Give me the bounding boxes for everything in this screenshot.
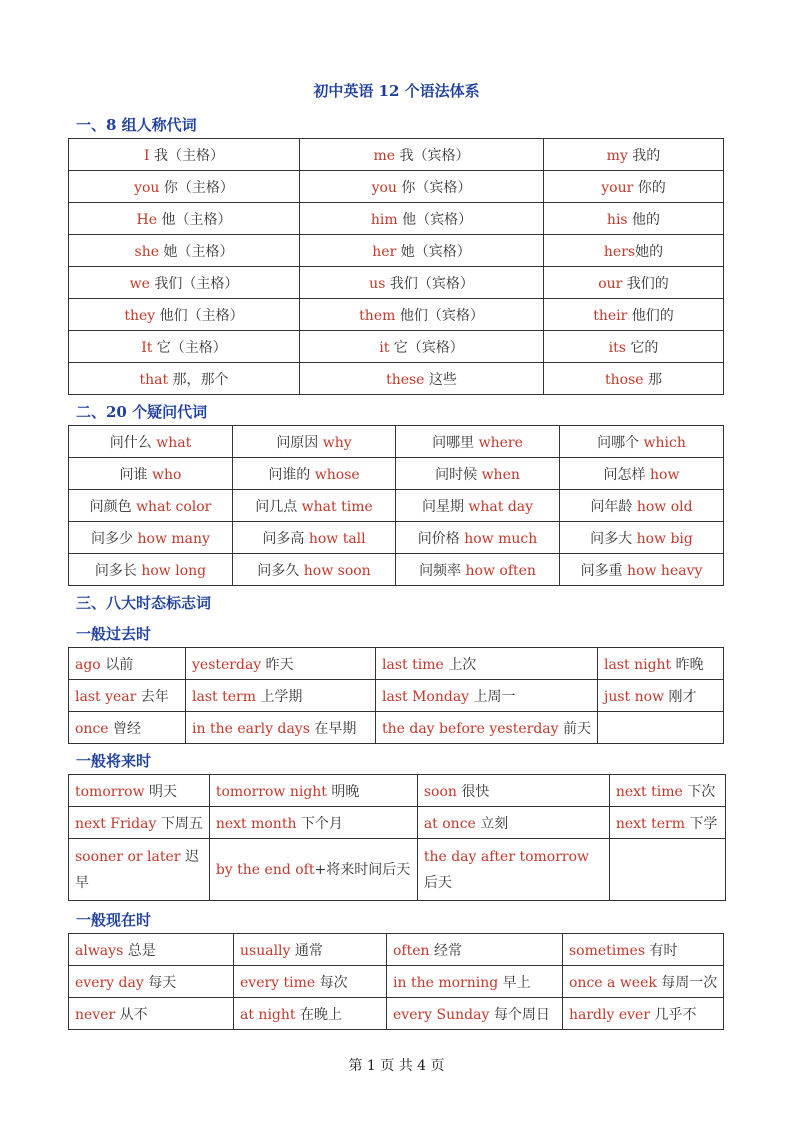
- table-cell: [387, 966, 563, 998]
- table-cell: [69, 522, 233, 554]
- table-cell: [598, 680, 724, 712]
- chinese-meaning: 他的: [627, 211, 661, 228]
- chinese-meaning: 问多大: [590, 530, 637, 547]
- table-cell: [563, 934, 724, 966]
- table-cell: [233, 490, 396, 522]
- chinese-meaning: 有时: [645, 942, 678, 959]
- table-cell: [234, 998, 387, 1030]
- english-term: the day before yesterday: [382, 720, 559, 737]
- chinese-meaning: 那: [643, 371, 662, 388]
- chinese-meaning: 很快: [456, 783, 490, 800]
- chinese-meaning: 每周一次: [656, 974, 718, 991]
- chinese-meaning: 每次: [315, 974, 348, 991]
- chinese-meaning: 问谁: [119, 466, 152, 483]
- chinese-meaning: 问几点: [255, 498, 302, 515]
- english-term: what day: [468, 498, 534, 515]
- table-cell: [69, 712, 186, 744]
- chinese-meaning: 迟早: [75, 848, 199, 891]
- english-term: hers: [603, 243, 636, 260]
- table-cell: [234, 934, 387, 966]
- table-cell: [417, 807, 609, 839]
- chinese-meaning: 上学期: [255, 688, 303, 705]
- table-cell: [376, 648, 598, 680]
- table-cell: [609, 807, 725, 839]
- english-term: me: [373, 147, 396, 164]
- chinese-meaning: 明天: [144, 783, 178, 800]
- table-row: [69, 426, 724, 458]
- table-row: [69, 490, 724, 522]
- chinese-meaning: 它的: [625, 339, 659, 356]
- english-term: my: [606, 147, 628, 164]
- english-term: we: [129, 275, 150, 292]
- chinese-meaning: 下个月: [296, 815, 343, 832]
- interrogative-table: [68, 425, 724, 586]
- chinese-meaning: 刚才: [664, 688, 697, 705]
- chinese-meaning: 立刻: [475, 815, 509, 832]
- english-term: who: [152, 466, 182, 483]
- chinese-meaning: 问多久: [257, 562, 304, 579]
- english-term: our: [598, 275, 623, 292]
- chinese-meaning: 问频率: [419, 562, 466, 579]
- table-row: [69, 934, 724, 966]
- chinese-meaning: 我的: [627, 147, 661, 164]
- english-term: I: [144, 147, 150, 164]
- table-cell: [376, 680, 598, 712]
- chinese-meaning: 前天: [558, 720, 591, 737]
- table-row: [69, 775, 726, 807]
- chinese-meaning: 我们（主格）: [149, 275, 239, 292]
- table-row: [69, 712, 724, 744]
- table-cell: [609, 839, 725, 901]
- english-term: what time: [301, 498, 373, 515]
- english-term: how heavy: [627, 562, 703, 579]
- chinese-meaning: 你（宾格）: [396, 179, 472, 196]
- table-cell: [186, 680, 376, 712]
- english-term: hardly ever: [569, 1006, 651, 1023]
- table-cell: [69, 775, 210, 807]
- table-cell: [544, 331, 724, 363]
- english-term: how many: [137, 530, 210, 547]
- english-term: his: [606, 211, 628, 228]
- table-cell: [69, 363, 300, 395]
- chinese-meaning: 它（主格）: [152, 339, 227, 356]
- english-term: its: [608, 339, 626, 356]
- chinese-meaning: 以前: [100, 656, 134, 673]
- table-cell: [560, 458, 724, 490]
- table-cell: [69, 998, 234, 1030]
- chinese-meaning: 他们（主格）: [155, 307, 244, 324]
- chinese-meaning: 每天: [143, 974, 177, 991]
- english-term: tomorrow: [75, 783, 145, 800]
- chinese-meaning: 她的: [635, 243, 664, 260]
- simple-present-table: [68, 933, 724, 1030]
- section-heading-tense-markers: 三、八大时态标志词: [76, 594, 212, 612]
- table-cell: [69, 299, 300, 331]
- english-term: yesterday: [192, 656, 262, 673]
- english-term: you: [134, 179, 160, 196]
- chinese-meaning: 问年龄: [590, 498, 637, 515]
- table-row: [69, 554, 724, 586]
- chinese-meaning: 通常: [290, 942, 323, 959]
- table-row: [69, 998, 724, 1030]
- chinese-meaning: 昨天: [261, 656, 294, 673]
- english-term: sometimes: [569, 942, 646, 959]
- english-term: it: [379, 339, 390, 356]
- chinese-meaning: 我（主格）: [149, 147, 224, 164]
- chinese-meaning: 问星期: [421, 498, 469, 515]
- chinese-meaning: 我们的: [622, 275, 669, 292]
- english-term: whose: [314, 466, 360, 483]
- table-cell: [186, 712, 376, 744]
- english-term: how much: [464, 530, 538, 547]
- pronoun-table: [68, 138, 724, 395]
- table-cell: [69, 839, 210, 901]
- table-cell: [396, 458, 560, 490]
- page-title: 初中英语 12 个语法体系: [313, 82, 480, 100]
- english-term: every day: [75, 974, 144, 991]
- table-cell: [209, 839, 417, 901]
- english-term: just now: [604, 688, 665, 705]
- table-cell: [69, 267, 300, 299]
- table-cell: [560, 522, 724, 554]
- chinese-meaning: 问多重: [580, 562, 628, 579]
- table-cell: [186, 648, 376, 680]
- english-term: you: [371, 179, 397, 196]
- chinese-meaning: 她（宾格）: [396, 243, 471, 260]
- chinese-meaning: 你的: [633, 179, 666, 196]
- english-term: ago: [75, 656, 101, 673]
- english-term: next term: [615, 815, 685, 832]
- table-cell: [387, 934, 563, 966]
- table-cell: [396, 426, 560, 458]
- chinese-meaning: 问谁的: [268, 466, 315, 483]
- section-heading-pronouns: 一、8 组人称代词: [76, 116, 197, 134]
- table-row: [69, 839, 726, 901]
- english-term: next time: [615, 783, 683, 800]
- english-term: why: [322, 434, 352, 451]
- chinese-meaning: 曾经: [108, 720, 142, 737]
- chinese-meaning: 下次: [682, 783, 716, 800]
- chinese-meaning: 问哪里: [432, 434, 479, 451]
- chinese-meaning: 问颜色: [89, 498, 137, 515]
- english-term: they: [124, 307, 156, 324]
- chinese-meaning: 问价格: [417, 530, 465, 547]
- chinese-meaning: 几乎不: [650, 1006, 697, 1023]
- table-cell: [233, 522, 396, 554]
- chinese-meaning: 后天: [423, 874, 452, 891]
- page-footer: 第 1 页 共 4 页: [348, 1058, 445, 1074]
- table-cell: [69, 331, 300, 363]
- chinese-meaning: 问时候: [435, 466, 482, 483]
- table-row: [69, 299, 724, 331]
- chinese-meaning: 那，那个: [168, 371, 229, 388]
- english-term: by the end oft: [215, 861, 315, 878]
- english-term: their: [593, 307, 628, 324]
- english-term: last term: [192, 688, 256, 705]
- simple-future-table: [68, 774, 726, 901]
- english-term: how old: [636, 498, 693, 515]
- chinese-meaning: 在晚上: [295, 1006, 342, 1023]
- table-cell: [69, 171, 300, 203]
- table-cell: [300, 299, 544, 331]
- table-cell: [544, 203, 724, 235]
- table-cell: [69, 648, 186, 680]
- english-term: she: [134, 243, 160, 260]
- chinese-meaning: 下周五: [156, 815, 203, 832]
- chinese-meaning: 问多长: [94, 562, 142, 579]
- table-row: [69, 680, 724, 712]
- chinese-meaning: 上次: [443, 656, 477, 673]
- table-row: [69, 267, 724, 299]
- english-term: that: [139, 371, 169, 388]
- table-cell: [69, 139, 300, 171]
- chinese-meaning: 从不: [115, 1006, 148, 1023]
- chinese-meaning: 问原因: [276, 434, 323, 451]
- english-term: those: [605, 371, 644, 388]
- english-term: how tall: [308, 530, 366, 547]
- english-term: us: [369, 275, 386, 292]
- chinese-meaning: 上周一: [469, 688, 516, 705]
- table-cell: [69, 235, 300, 267]
- chinese-meaning: 问多少: [91, 530, 138, 547]
- chinese-meaning: 她（主格）: [159, 243, 234, 260]
- table-cell: [69, 680, 186, 712]
- table-cell: [234, 966, 387, 998]
- table-row: [69, 235, 724, 267]
- chinese-meaning: 它（宾格）: [389, 339, 464, 356]
- chinese-meaning: 问多高: [262, 530, 309, 547]
- english-term: every time: [240, 974, 316, 991]
- chinese-meaning: 这些: [424, 371, 457, 388]
- english-term: how soon: [303, 562, 371, 579]
- english-term: them: [359, 307, 396, 324]
- table-row: [69, 807, 726, 839]
- chinese-meaning: 昨晚: [671, 656, 704, 673]
- table-cell: [544, 139, 724, 171]
- english-term: at once: [423, 815, 476, 832]
- english-term: what: [156, 434, 192, 451]
- table-row: [69, 966, 724, 998]
- table-cell: [396, 554, 560, 586]
- table-cell: [209, 775, 417, 807]
- table-cell: [544, 363, 724, 395]
- english-term: how often: [465, 562, 536, 579]
- chinese-meaning: +将来时间后天: [314, 861, 411, 878]
- chinese-meaning: 我（宾格）: [395, 147, 470, 164]
- table-cell: [209, 807, 417, 839]
- chinese-meaning: 他们的: [627, 307, 674, 324]
- english-term: once a week: [569, 974, 657, 991]
- table-cell: [563, 966, 724, 998]
- table-cell: [598, 648, 724, 680]
- table-cell: [544, 171, 724, 203]
- table-cell: [69, 934, 234, 966]
- english-term: next month: [215, 815, 297, 832]
- english-term: last year: [75, 688, 137, 705]
- english-term: usually: [240, 942, 291, 959]
- chinese-meaning: 他们（宾格）: [395, 307, 484, 324]
- table-row: [69, 522, 724, 554]
- english-term: where: [478, 434, 523, 451]
- table-cell: [598, 712, 724, 744]
- table-row: [69, 331, 724, 363]
- table-cell: [609, 775, 725, 807]
- chinese-meaning: 总是: [123, 942, 156, 959]
- table-cell: [417, 839, 609, 901]
- table-cell: [376, 712, 598, 744]
- english-term: her: [372, 243, 397, 260]
- table-row: [69, 458, 724, 490]
- english-term: always: [75, 942, 124, 959]
- table-cell: [563, 998, 724, 1030]
- chinese-meaning: 去年: [136, 688, 169, 705]
- english-term: every Sunday: [393, 1006, 490, 1023]
- subheading-simple-future: 一般将来时: [76, 752, 152, 770]
- table-row: [69, 139, 724, 171]
- english-term: never: [75, 1006, 116, 1023]
- english-term: tomorrow night: [215, 783, 327, 800]
- simple-past-table: [68, 647, 724, 744]
- table-cell: [544, 299, 724, 331]
- english-term: how: [650, 466, 680, 483]
- chinese-meaning: 早上: [498, 974, 531, 991]
- table-cell: [69, 426, 233, 458]
- chinese-meaning: 问哪个: [597, 434, 644, 451]
- chinese-meaning: 他（主格）: [157, 211, 232, 228]
- table-cell: [233, 554, 396, 586]
- english-term: what color: [136, 498, 212, 515]
- table-cell: [69, 554, 233, 586]
- english-term: how big: [636, 530, 693, 547]
- english-term: in the early days: [192, 720, 310, 737]
- table-cell: [560, 426, 724, 458]
- subheading-simple-present: 一般现在时: [76, 911, 152, 929]
- table-cell: [387, 998, 563, 1030]
- table-cell: [69, 203, 300, 235]
- table-cell: [300, 331, 544, 363]
- chinese-meaning: 下学: [684, 815, 718, 832]
- english-term: It: [141, 339, 153, 356]
- table-cell: [560, 490, 724, 522]
- english-term: him: [370, 211, 398, 228]
- english-term: He: [136, 211, 158, 228]
- english-term: which: [643, 434, 686, 451]
- table-row: [69, 648, 724, 680]
- table-cell: [233, 426, 396, 458]
- table-cell: [300, 139, 544, 171]
- english-term: at night: [240, 1006, 296, 1023]
- english-term: often: [393, 942, 430, 959]
- section-heading-interrogatives: 二、20 个疑问代词: [76, 403, 208, 421]
- subheading-simple-past: 一般过去时: [76, 625, 152, 643]
- table-cell: [396, 522, 560, 554]
- table-cell: [560, 554, 724, 586]
- table-cell: [396, 490, 560, 522]
- table-cell: [544, 235, 724, 267]
- english-term: soon: [423, 783, 457, 800]
- chinese-meaning: 问怎样: [603, 466, 650, 483]
- english-term: when: [481, 466, 520, 483]
- table-cell: [233, 458, 396, 490]
- chinese-meaning: 他（宾格）: [397, 211, 473, 228]
- table-cell: [69, 807, 210, 839]
- table-row: [69, 363, 724, 395]
- chinese-meaning: 经常: [429, 942, 462, 959]
- chinese-meaning: 你（主格）: [159, 179, 234, 196]
- english-term: last time: [382, 656, 444, 673]
- table-cell: [300, 267, 544, 299]
- english-term: these: [386, 371, 425, 388]
- english-term: next Friday: [75, 815, 157, 832]
- english-term: last Monday: [382, 688, 470, 705]
- table-cell: [69, 966, 234, 998]
- chinese-meaning: 在早期: [309, 720, 357, 737]
- table-cell: [300, 235, 544, 267]
- english-term: once: [75, 720, 109, 737]
- english-term: sooner or later: [75, 848, 181, 865]
- english-term: the day after tomorrow: [423, 848, 590, 865]
- table-cell: [69, 458, 233, 490]
- table-row: [69, 171, 724, 203]
- english-term: how long: [141, 562, 207, 579]
- english-term: your: [601, 179, 634, 196]
- table-cell: [417, 775, 609, 807]
- table-cell: [300, 203, 544, 235]
- chinese-meaning: 明晚: [326, 783, 360, 800]
- chinese-meaning: 问什么: [109, 434, 157, 451]
- table-row: [69, 203, 724, 235]
- english-term: in the morning: [393, 974, 499, 991]
- table-cell: [300, 171, 544, 203]
- chinese-meaning: 每个周日: [489, 1006, 550, 1023]
- table-cell: [69, 490, 233, 522]
- table-cell: [544, 267, 724, 299]
- chinese-meaning: 我们（宾格）: [385, 275, 474, 292]
- table-cell: [300, 363, 544, 395]
- english-term: last night: [604, 656, 672, 673]
